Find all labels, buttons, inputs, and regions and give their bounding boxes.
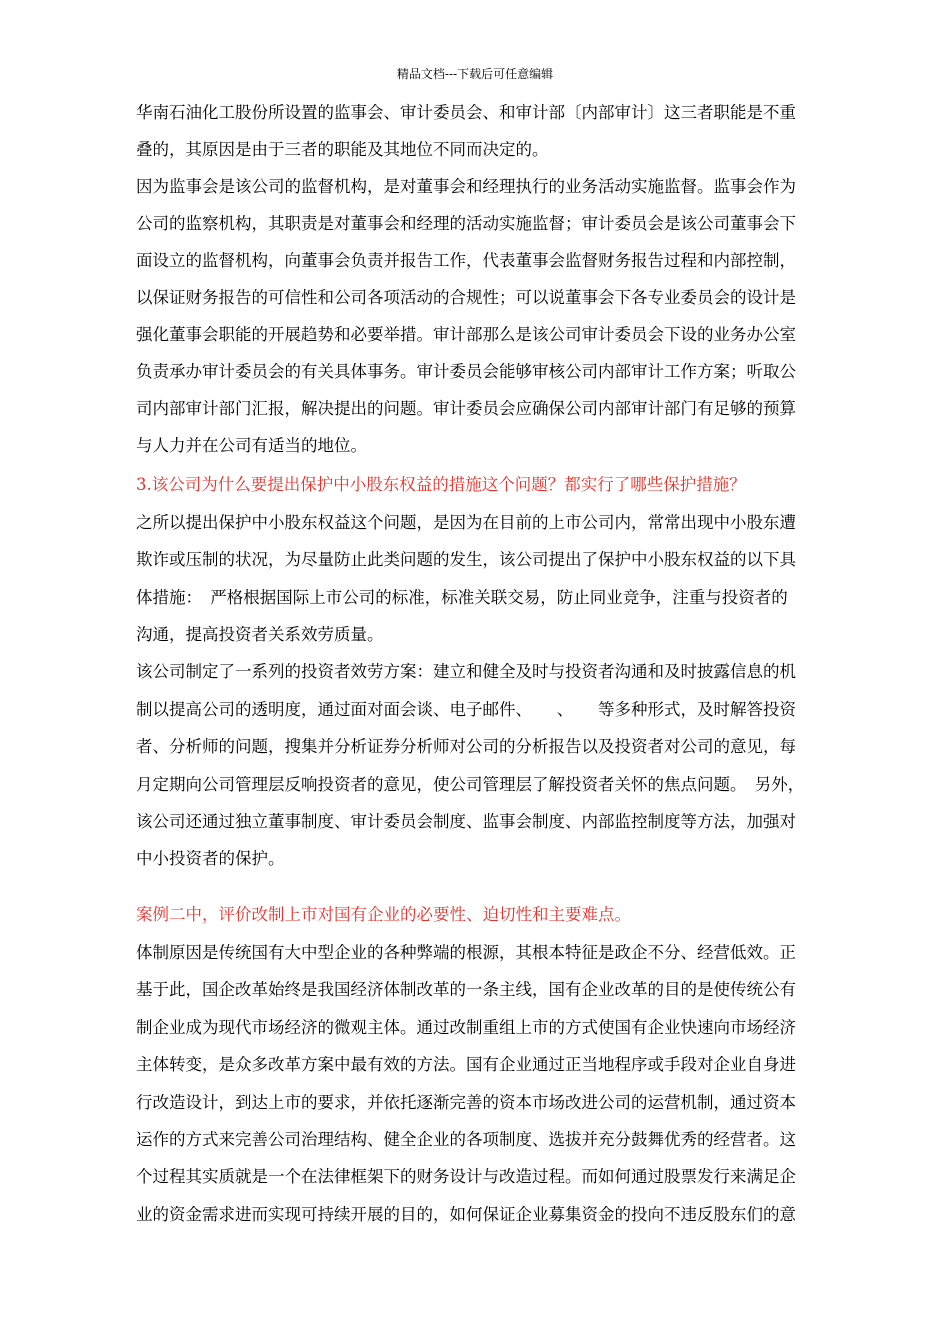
text-line: 与人力并在公司有适当的地位。: [136, 436, 367, 455]
text-line: 者、分析师的问题，搜集并分析证券分析师对公司的分析报告以及投资者对公司的意见，每: [136, 737, 796, 756]
text-line: 行改造设计，到达上市的要求，并依托逐渐完善的资本市场改进公司的运营机制，通过资本: [136, 1093, 796, 1112]
text-line: 个过程其实质就是一个在法律框架下的财务设计与改造过程。而如何通过股票发行来满足企: [136, 1167, 796, 1186]
text-line: 公司的监察机构，其职责是对董事会和经理的活动实施监督；审计委员会是该公司董事会下: [136, 214, 796, 233]
text-line: 因为监事会是该公司的监督机构，是对董事会和经理执行的业务活动实施监督。监事会作为: [136, 177, 796, 196]
text-line: 沟通，提高投资者关系效劳质量。: [136, 625, 384, 644]
text-line: 叠的，其原因是由于三者的职能及其地位不同而决定的。: [136, 140, 549, 159]
text-line: 中小投资者的保护。: [136, 849, 285, 868]
text-line: 负责承办审计委员会的有关具体事务。审计委员会能够审核公司内部审计工作方案；听取公: [136, 362, 796, 381]
text-line: 运作的方式来完善公司治理结构、健全企业的各项制度、选拔并充分鼓舞优秀的经营者。这: [136, 1130, 796, 1149]
text-line: 华南石油化工股份所设置的监事会、审计委员会、和审计部〔内部审计〕这三者职能是不重: [136, 103, 796, 122]
text-line: 主体转变，是众多改革方案中最有效的方法。国有企业通过正当地程序或手段对企业自身进: [136, 1055, 796, 1074]
text-line: 强化董事会职能的开展趋势和必要举措。审计部那么是该公司审计委员会下设的业务办公室: [136, 325, 796, 344]
page-header: 精品文档---下载后可任意编辑: [396, 67, 554, 81]
text-line: 业的资金需求进而实现可持续开展的目的，如何保证企业募集资金的投向不违反股东们的意: [136, 1205, 796, 1224]
text-line: 欺诈或压制的状况，为尽量防止此类问题的发生，该公司提出了保护中小股东权益的以下具: [136, 550, 796, 569]
question-heading: 3.该公司为什么要提出保护中小股东权益的措施这个问题？都实行了哪些保护措施？: [136, 475, 746, 494]
text-line: 该公司还通过独立董事制度、审计委员会制度、监事会制度、内部监控制度等方法，加强对: [136, 812, 796, 831]
text-line: 面设立的监督机构，向董事会负责并报告工作，代表董事会监督财务报告过程和内部控制，: [136, 251, 796, 270]
text-line: 该公司制定了一系列的投资者效劳方案：建立和健全及时与投资者沟通和及时披露信息的机: [136, 662, 796, 681]
text-line: 司内部审计部门汇报，解决提出的问题。审计委员会应确保公司内部审计部门有足够的预算: [136, 399, 796, 418]
case-heading: 案例二中，评价改制上市对国有企业的必要性、迫切性和主要难点。: [136, 905, 631, 924]
text-line: 制企业成为现代市场经济的微观主体。通过改制重组上市的方式使国有企业快速向市场经济: [136, 1018, 796, 1037]
text-line: 体制原因是传统国有大中型企业的各种弊端的根源，其根本特征是政企不分、经营低效。正: [136, 943, 796, 962]
text-line: 月定期向公司管理层反响投资者的意见，使公司管理层了解投资者关怀的焦点问题。 另外，: [136, 775, 805, 794]
text-line: 之所以提出保护中小股东权益这个问题，是因为在目前的上市公司内，常常出现中小股东遭: [136, 513, 796, 532]
text-line: 体措施： 严格根据国际上市公司的标准，标准关联交易，防止同业竞争，注重与投资者的: [136, 588, 788, 607]
text-line: 基于此，国企改革始终是我国经济体制改革的一条主线，国有企业改革的目的是使传统公有: [136, 980, 796, 999]
text-line: 制以提高公司的透明度，通过面对面会谈、电子邮件、 、 等多种形式，及时解答投资: [136, 700, 796, 719]
text-line: 以保证财务报告的可信性和公司各项活动的合规性；可以说董事会下各专业委员会的设计是: [136, 288, 796, 307]
